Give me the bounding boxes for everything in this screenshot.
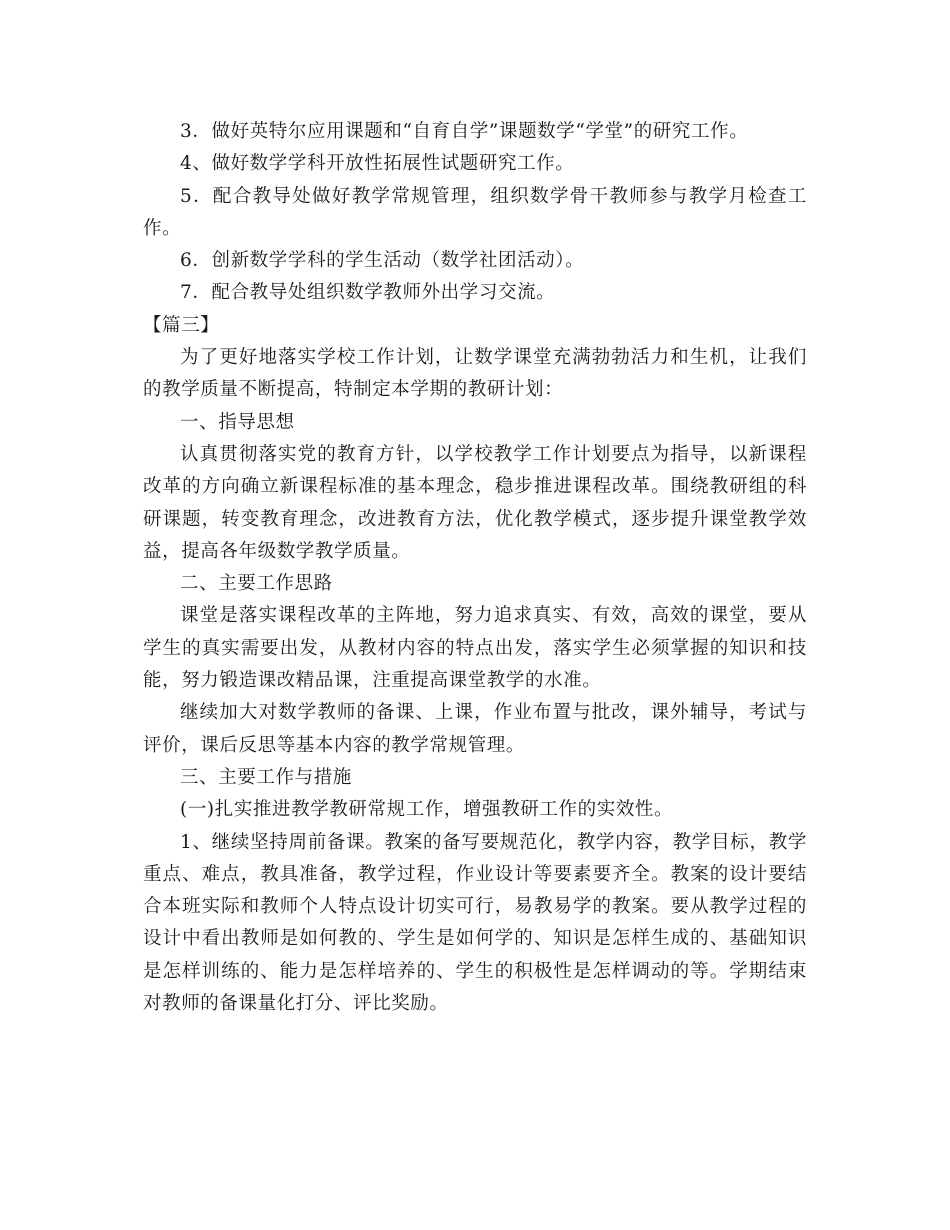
heading-guiding-thought: 一、指导思想 (180, 411, 295, 433)
main-ideas-paragraph-1: 课堂是落实课程改革的主阵地，努力追求真实、有效，高效的课堂，要从学生的真实需要出发，从教材内容的特点出发，落实学生必须掌握的知识和技能，努力锻造课改精品课，注重提高课堂教学的水准。 (143, 605, 807, 692)
guiding-thought-paragraph: 认真贯彻落实党的教育方针，以学校教学工作计划要点为指导，以新课程改革的方向确立新课程标准的基本理念，稳步推进课程改革。围绕教研组的科研课题，转变教育理念，改进教育方法，优化教学模式，逐步提升课堂教学效益，提高各年级数学教学质量。 (143, 443, 807, 562)
lesson-prep-paragraph: 1、继续坚持周前备课。教案的备写要规范化，教学内容，教学目标，教学重点、难点，教具准备，教学过程，作业设计等要素要齐全。教案的设计要结合本班实际和教师个人特点设计切实可行，易教易学的教案。要从教学过程的设计中看出教师是如何教的、学生是如何学的、知识是怎样生成的、基础知识是怎样训练的、能力是怎样培养的、学生的积极性是怎样调动的等。学期结束对教师的备课量化打分、评比奖励。 (143, 831, 807, 1015)
section-heading-pian-san: 【篇三】 (143, 314, 220, 336)
document-body (143, 116, 807, 1020)
list-item-6: 6．创新数学学科的学生活动（数学社团活动）。 (180, 250, 585, 272)
heading-main-ideas: 二、主要工作思路 (180, 573, 333, 595)
heading-main-work-measures: 三、主要工作与措施 (180, 766, 352, 788)
subheading-routine-work: (一)扎实推进教学教研常规工作，增强教研工作的实效性。 (180, 799, 674, 821)
list-item-5: 5．配合教导处做好教学常规管理，组织数学骨干教师参与教学月检查工作。 (143, 185, 807, 239)
list-item-3: 3．做好英特尔应用课题和“自育自学”课题数学“学堂”的研究工作。 (180, 121, 749, 142)
list-item-7: 7．配合教导处组织数学教师外出学习交流。 (180, 282, 556, 304)
intro-paragraph: 为了更好地落实学校工作计划，让数学课堂充满勃勃活力和生机，让我们的教学质量不断提高，特制定本学期的教研计划： (143, 347, 807, 401)
list-item-4: 4、做好数学学科开放性拓展性试题研究工作。 (180, 153, 575, 175)
main-ideas-paragraph-2: 继续加大对数学教师的备课、上课，作业布置与批改，课外辅导，考试与评价，课后反思等基本内容的教学常规管理。 (143, 702, 807, 756)
